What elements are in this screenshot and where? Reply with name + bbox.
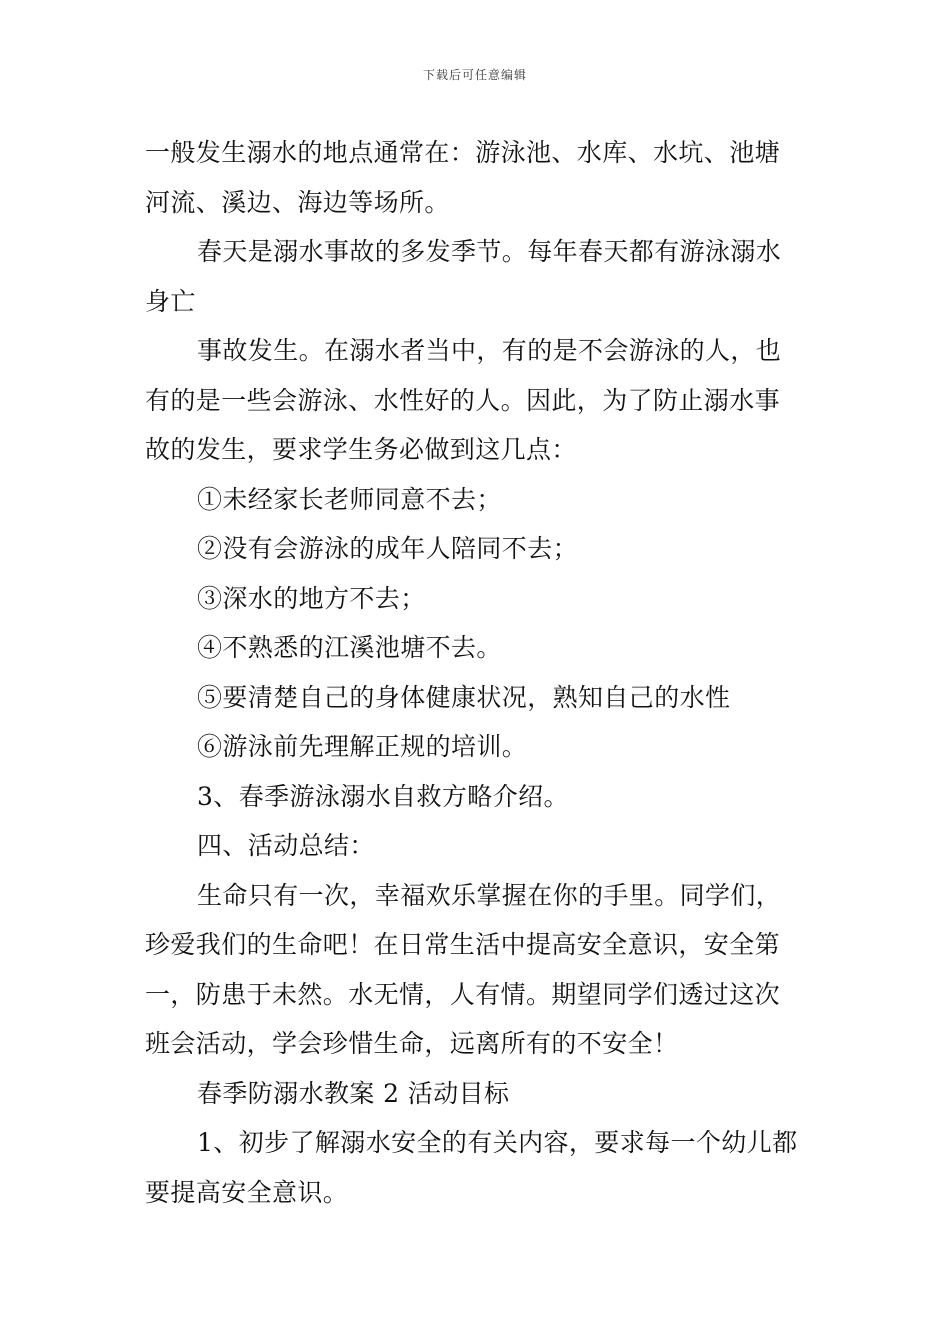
- text-line: 有的是一些会游泳、水性好的人。因此，为了防止溺水事: [145, 385, 781, 415]
- text-line: 一般发生溺水的地点通常在：游泳池、水库、水坑、池塘: [145, 138, 781, 167]
- text-line: 春天是溺水事故的多发季节。每年春天都有游泳溺水: [197, 237, 782, 266]
- list-item: ⑤要清楚自己的身体健康状况，熟知自己的水性: [197, 682, 731, 712]
- text-line: 珍爱我们的生命吧！在日常生活中提高安全意识，安全第: [145, 930, 781, 959]
- list-item: ④不熟悉的江溪池塘不去。: [197, 633, 502, 662]
- text-line: 生命只有一次，幸福欢乐掌握在你的手里。同学们，: [197, 880, 782, 910]
- section-heading: 春季防溺水教案 2 活动目标: [197, 1078, 510, 1108]
- text-line: 身亡: [145, 286, 196, 316]
- document-body: [145, 128, 807, 1217]
- list-item: ③深水的地方不去；: [197, 583, 426, 613]
- list-item: ⑥游泳前先理解正规的培训。: [197, 732, 528, 761]
- list-item: ①未经家长老师同意不去；: [197, 484, 502, 514]
- text-line: 一，防患于未然。水无情，人有情。期望同学们透过这次: [145, 979, 781, 1009]
- text-line: 要提高安全意识。: [145, 1177, 349, 1207]
- download-note: 下载后可任意编辑: [422, 68, 527, 82]
- text-line: 1、初步了解溺水安全的有关内容，要求每一个幼儿都: [197, 1128, 798, 1157]
- section-heading: 四、活动总结：: [197, 831, 375, 860]
- text-line: 河流、溪边、海边等场所。: [145, 187, 450, 217]
- section-item: 3、春季游泳溺水自救方略介绍。: [197, 781, 569, 811]
- text-line: 事故发生。在溺水者当中，有的是不会游泳的人，也: [197, 336, 782, 365]
- text-line: 故的发生，要求学生务必做到这几点：: [145, 435, 577, 464]
- list-item: ②没有会游泳的成年人陪同不去；: [197, 534, 579, 563]
- text-line: 班会活动，学会珍惜生命，远离所有的不安全！: [145, 1029, 679, 1058]
